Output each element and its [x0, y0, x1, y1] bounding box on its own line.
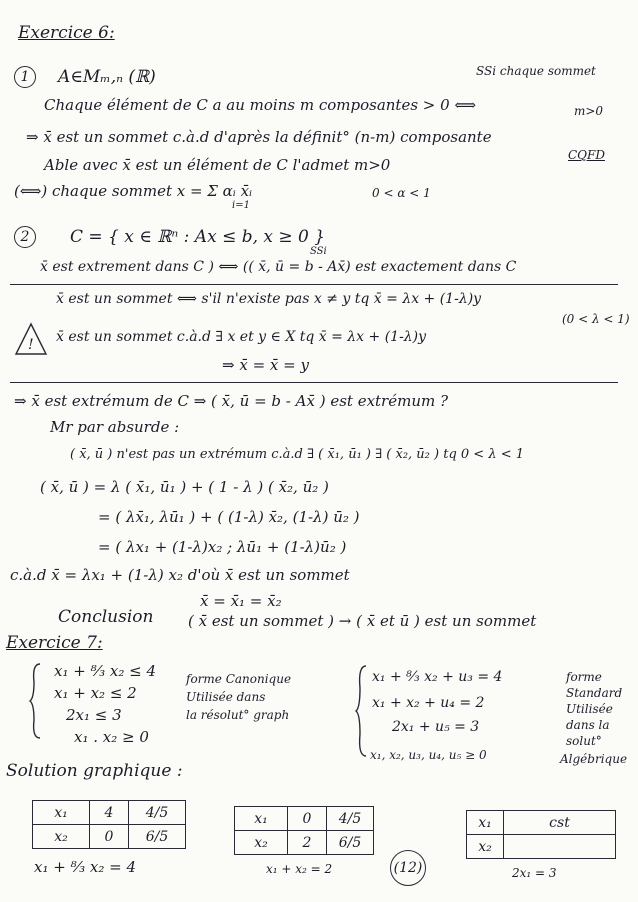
table2-cell: 4/5 — [327, 807, 374, 831]
line-extreme: x̄ est extrement dans C ) ⟺ (( x̄, ū = b - Ax̄) est exactement dans C — [40, 259, 517, 275]
exercise-6-title: Exercice 6: — [18, 23, 115, 43]
canon-constraint-2: x₁ + x₂ ≤ 2 — [54, 684, 137, 702]
question-1-marker: 1 — [14, 66, 36, 88]
line-matrix: A∈Mₘ,ₙ (ℝ) — [58, 67, 156, 87]
table3-caption: 2x₁ = 3 — [512, 866, 557, 880]
system-brace-left — [30, 662, 42, 740]
conclusion-text: ( x̄ est un sommet ) → ( x̄ et ū ) est un sommet — [188, 612, 537, 630]
std-note-5: solut° — [566, 734, 602, 748]
table1-cell: x₂ — [33, 825, 90, 849]
line-able: Able avec x̄ est un élément de C l'admet m>0 — [44, 156, 391, 174]
line-set-c: C = { x ∈ ℝⁿ : Ax ≤ b, x ≥ 0 } — [70, 227, 326, 247]
warning-mark: ! — [28, 337, 34, 353]
table2-cell: 6/5 — [327, 831, 374, 855]
std-constraint-2: x₁ + x₂ + u₄ = 2 — [372, 695, 485, 711]
table-line-1 — [32, 800, 186, 849]
line-convex-1: ( x̄, ū ) = λ ( x̄₁, ū₁ ) + ( 1 - λ ) ( x̄₂, ū₂ ) — [40, 478, 329, 496]
table1-cell: x₁ — [33, 801, 90, 825]
table2-cell: x₂ — [235, 831, 288, 855]
table1-cell: 6/5 — [129, 825, 186, 849]
table2-cell: 2 — [288, 831, 327, 855]
line-conclusion-step: c.à.d x̄ = λx₁ + (1-λ) x₂ d'où x̄ est un sommet — [10, 566, 350, 584]
table3-cell: x₂ — [467, 835, 504, 859]
canon-note-3: la résolut° graph — [186, 708, 290, 722]
line-absurd: Mr par absurde : — [50, 418, 180, 436]
line-extremum-question: ⇒ x̄ est extrémum de C ⇒ ( x̄, ū = b - Ax̄ ) est extrémum ? — [14, 392, 449, 410]
ssi-note-2: SSi — [310, 246, 327, 257]
conclusion-label: Conclusion — [58, 607, 154, 627]
table-line-2 — [234, 806, 374, 855]
note-ssi: SSi chaque sommet — [476, 64, 596, 78]
line-equality: x̄ = x̄₁ = x̄₂ — [200, 592, 282, 610]
line-combination: (⟺) chaque sommet x = Σ αᵢ x̄ᵢ — [14, 182, 253, 200]
line-convex-2: = ( λx̄₁, λū₁ ) + ( (1-λ) x̄₂, (1-λ) ū₂ ) — [98, 508, 360, 526]
system-brace-right — [356, 664, 368, 758]
cqfd: CQFD — [568, 148, 605, 162]
std-note-6: Algébrique — [560, 752, 628, 766]
canon-constraint-3: 2x₁ ≤ 3 — [66, 706, 122, 724]
note-m-positive: m>0 — [574, 104, 604, 118]
box-definition-2: x̄ est un sommet c.à.d ∃ x et y ∈ X tq x̄ = λx + (1-λ)y — [56, 329, 427, 345]
std-constraint-3: 2x₁ + u₅ = 3 — [392, 719, 480, 735]
table1-cell: 0 — [90, 825, 129, 849]
page-number: (12) — [390, 850, 426, 886]
graphical-solution-title: Solution graphique : — [6, 761, 183, 781]
std-note-4: dans la — [566, 718, 610, 732]
sum-index: i=1 — [232, 200, 250, 211]
std-note-3: Utilisée — [566, 702, 613, 716]
std-note-1: forme — [566, 670, 602, 684]
line-not-extremum: ( x̄, ū ) n'est pas un extrémum c.à.d ∃ ( x̄₁, ū₁ ) ∃ ( x̄₂, ū₂ ) tq 0 < λ < 1 — [70, 447, 525, 462]
box-definition-3: ⇒ x̄ = x̄ = y — [222, 356, 309, 374]
table-line-3 — [466, 810, 616, 859]
question-2-marker: 2 — [14, 226, 36, 248]
canon-constraint-4: x₁ . x₂ ≥ 0 — [74, 728, 149, 746]
table2-cell: 0 — [288, 807, 327, 831]
canon-constraint-1: x₁ + ⁸⁄₃ x₂ ≤ 4 — [54, 662, 156, 680]
std-constraint-4: x₁, x₂, u₃, u₄, u₅ ≥ 0 — [370, 748, 487, 762]
table3-cell: cst — [504, 811, 616, 835]
line-vertex-definition: ⇒ x̄ est un sommet c.à.d d'après la définit° (n-m) composante — [26, 128, 492, 146]
line-convex-3: = ( λx₁ + (1-λ)x₂ ; λū₁ + (1-λ)ū₂ ) — [98, 538, 347, 556]
table1-cell: 4 — [90, 801, 129, 825]
canon-note-2: Utilisée dans — [186, 690, 266, 704]
table2-caption: x₁ + x₂ = 2 — [266, 862, 333, 876]
table3-cell: x₁ — [467, 811, 504, 835]
alpha-condition: 0 < α < 1 — [372, 186, 431, 200]
std-note-2: Standard — [566, 686, 623, 700]
canon-note-1: forme Canonique — [186, 672, 292, 686]
exercise-7-title: Exercice 7: — [6, 633, 103, 653]
line-each-element: Chaque élément de C a au moins m composantes > 0 ⟺ — [44, 96, 476, 114]
table1-caption: x₁ + ⁸⁄₃ x₂ = 4 — [34, 858, 136, 876]
std-constraint-1: x₁ + ⁸⁄₃ x₂ + u₃ = 4 — [372, 669, 503, 685]
box-definition-1: x̄ est un sommet ⟺ s'il n'existe pas x ≠ y tq x̄ = λx + (1-λ)y — [56, 291, 482, 307]
table3-cell — [504, 835, 616, 859]
table2-cell: x₁ — [235, 807, 288, 831]
box-lambda-condition: (0 < λ < 1) — [562, 312, 630, 326]
table1-cell: 4/5 — [129, 801, 186, 825]
